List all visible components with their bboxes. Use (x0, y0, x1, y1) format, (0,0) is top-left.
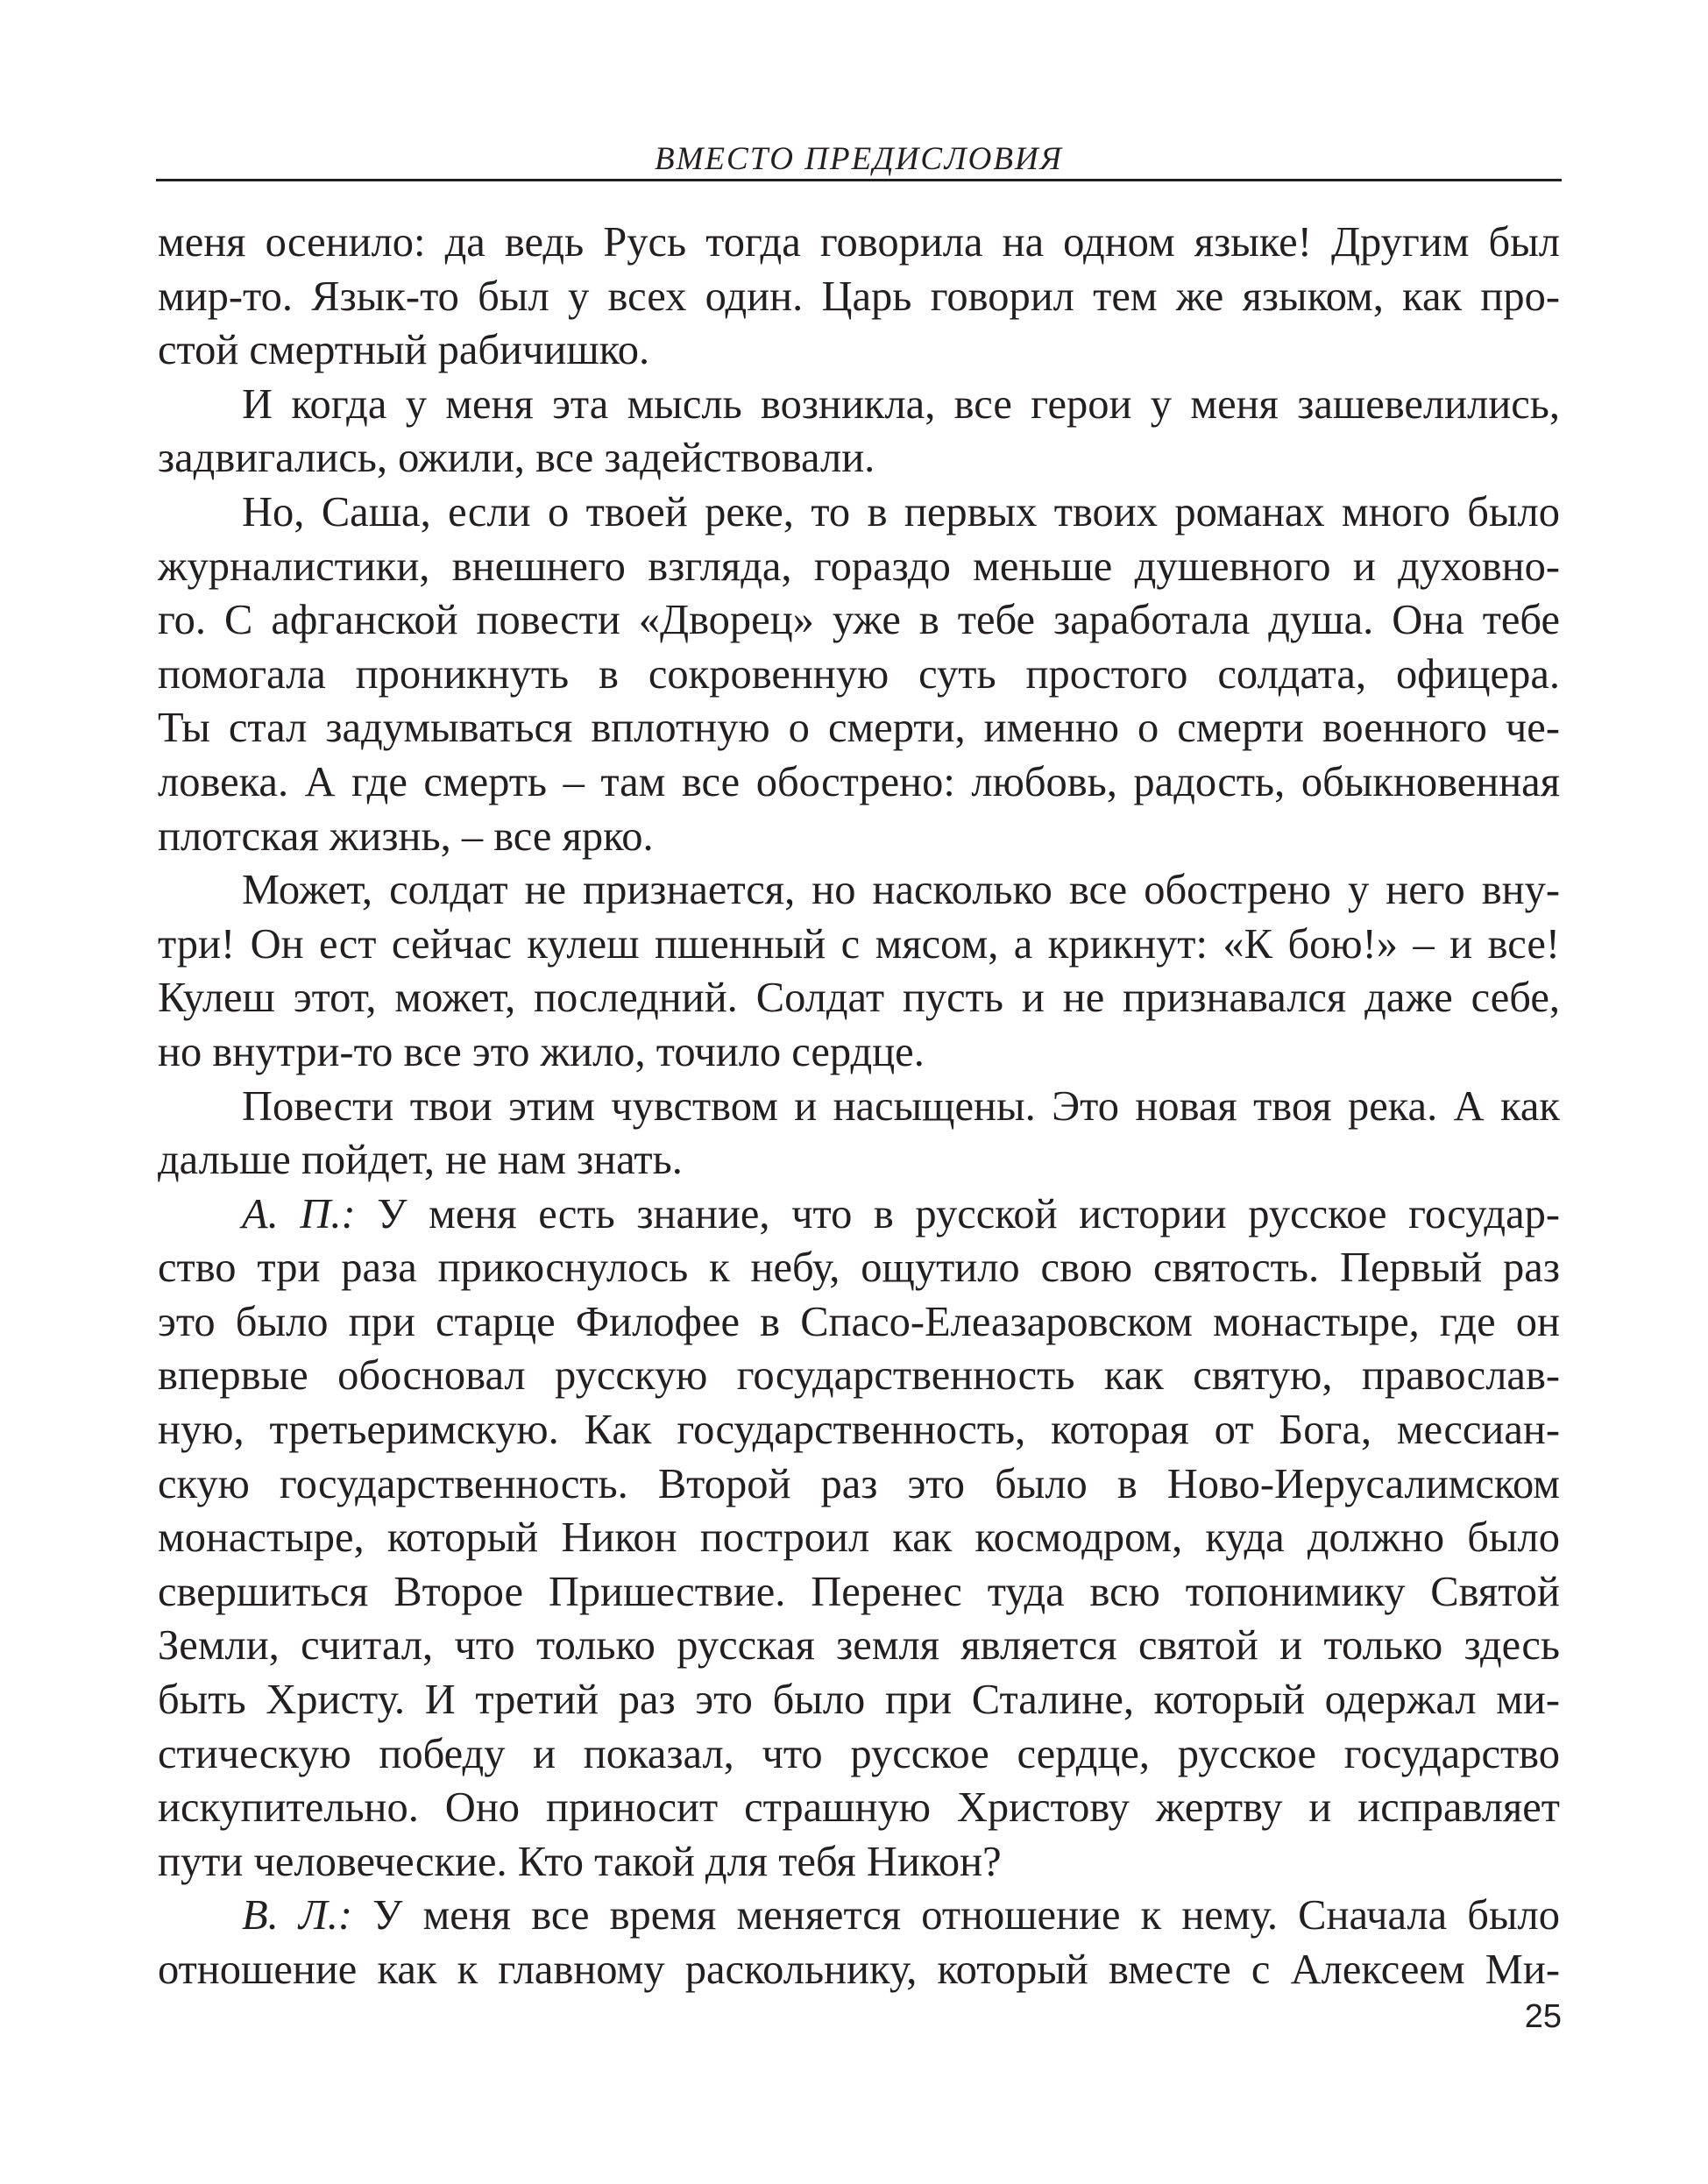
header-rule (156, 179, 1562, 181)
text-line: Повести твои этим чувством и насыщены. Это новая твоя река. А как (242, 1082, 1560, 1130)
text-line: дальше пойдет, не нам знать. (158, 1137, 683, 1184)
line-text: У меня есть знание, что в русской истории русское государ- (355, 1190, 1560, 1237)
text-line: помогала проникнуть в сокровенную суть простого солдата, офицера. (158, 650, 1560, 698)
text-line: быть Христу. И третий раз это было при Сталине, который одержал ми- (158, 1677, 1560, 1724)
running-title: ВМЕСТО ПРЕДИСЛОВИЯ (655, 141, 1063, 177)
speaker-label: А. П.: (242, 1190, 356, 1237)
text-line: плотская жизнь, – все ярко. (158, 812, 654, 860)
line-text: У меня все время меняется отношение к нему. Сначала было (352, 1892, 1560, 1939)
text-line: стическую победу и показал, что русское сердце, русское государство (158, 1730, 1560, 1777)
text-line: но внутри-то все это жило, точило сердце. (158, 1028, 925, 1075)
text-line: задвигались, ожили, все задействовали. (158, 435, 875, 482)
text-line: Кулеш этот, может, последний. Солдат пусть и не признавался даже себе, (158, 975, 1560, 1022)
text-line: Но, Саша, если о твоей реке, то в первых твоих романах много было (242, 488, 1560, 535)
text-line: это было при старце Филофее в Спасо-Елеазаровском монастыре, где он (158, 1298, 1560, 1345)
text-line: ство три раза прикоснулось к небу, ощутило свою святость. Первый раз (158, 1244, 1560, 1292)
text-line: ловека. А где смерть – там все обострено: любовь, радость, обыкновенная (158, 758, 1560, 805)
text-line: мир-то. Язык-то был у всех один. Царь говорил тем же языком, как про- (158, 273, 1560, 320)
text-line: три! Он ест сейчас кулеш пшенный с мясом, а крикнут: «К бою!» – и все! (158, 920, 1560, 968)
text-line: Может, солдат не признается, но насколько все обострено у него вну- (242, 867, 1560, 914)
text-line: журналистики, внешнего взгляда, гораздо меньше душевного и духовно- (158, 542, 1560, 590)
text-line: искупительно. Оно приносит страшную Христову жертву и исправляет (158, 1784, 1560, 1832)
page-number: 25 (1524, 1998, 1562, 2035)
text-line: монастыре, который Никон построил как космодром, куда должно было (158, 1514, 1560, 1562)
text-line: впервые обосновал русскую государственность как святую, православ- (158, 1352, 1560, 1400)
text-line: скую государственность. Второй раз это было в Ново-Иерусалимском (158, 1460, 1560, 1507)
text-line: свершиться Второе Пришествие. Перенес туда всю топонимику Святой (158, 1568, 1560, 1615)
body-text (158, 216, 1560, 1997)
text-line (158, 1188, 1560, 1242)
text-line: И когда у меня эта мысль возникла, все герои у меня зашевелились, (242, 380, 1560, 428)
text-line: Земли, считал, что только русская земля является святой и только здесь (158, 1622, 1560, 1670)
speaker-label: В. Л.: (242, 1892, 353, 1939)
text-line (158, 1889, 1560, 1943)
text-line: пути человеческие. Кто такой для тебя Никон? (158, 1838, 1002, 1885)
text-line: ную, третьеримскую. Как государственность, которая от Бога, мессиан- (158, 1407, 1560, 1454)
text-line: меня осенило: да ведь Русь тогда говорила на одном языке! Другим был (158, 219, 1560, 266)
text-line: го. С афганской повести «Дворец» уже в тебе заработала душа. Она тебе (158, 597, 1560, 644)
text-line: отношение как к главному раскольнику, который вместе с Алексеем Ми- (158, 1946, 1560, 1993)
text-line: стой смертный рабичишко. (158, 327, 650, 374)
text-line: Ты стал задумываться вплотную о смерти, именно о смерти военного че- (158, 705, 1560, 752)
